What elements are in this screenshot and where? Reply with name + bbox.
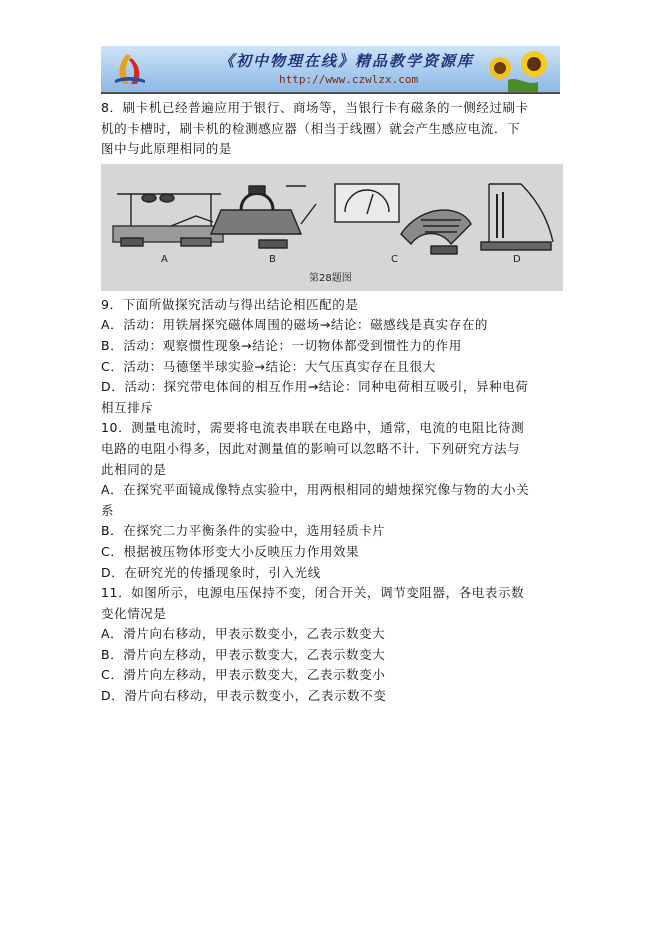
answer-option: A．在探究平面镜成像特点实验中，用两根相同的蜡烛探究像与物的大小关 (101, 482, 530, 498)
question-11 (101, 583, 563, 707)
question-text: 电路的电阻小得多，因此对测量值的影响可以忽略不计．下列研究方法与 (101, 440, 521, 456)
header-banner (101, 46, 560, 93)
figure-label-d: D (513, 253, 521, 265)
question-text: 9．下面所做探究活动与得出结论相匹配的是 (101, 296, 359, 312)
answer-option: B．活动：观察惯性现象→结论：一切物体都受到惯性力的作用 (101, 337, 462, 353)
figure-label-a: A (161, 253, 168, 265)
answer-option: A．滑片向右移动，甲表示数变小，乙表示数变大 (101, 626, 386, 642)
answer-option: D．活动：探究带电体间的相互作用→结论：同种电荷相互吸引，异种电荷 (101, 379, 529, 395)
answer-option: B．在探究二力平衡条件的实验中，选用轻质卡片 (101, 523, 386, 539)
answer-option: C．滑片向左移动，甲表示数变大，乙表示数变小 (101, 667, 386, 683)
sunflower-icon (478, 46, 558, 92)
question-text: 10．测量电流时，需要将电流表串联在电路中，通常，电流的电阻比待测 (101, 420, 525, 436)
figure-label-c: C (391, 253, 398, 265)
answer-option: 系 (101, 502, 115, 518)
figure-label-b: B (269, 253, 276, 265)
answer-option: D．滑片向右移动，甲表示数变小，乙表示数不变 (101, 688, 387, 704)
header-rule (101, 93, 560, 94)
answer-option: 相互排斥 (101, 399, 154, 415)
answer-option: C．活动：马德堡半球实验→结论：大气压真实存在且很大 (101, 358, 436, 374)
document-body (101, 98, 563, 707)
question-10 (101, 418, 563, 583)
experiment-figure (101, 164, 563, 291)
question-text: 图中与此原理相同的是 (101, 141, 233, 157)
experiment-illustration (101, 164, 563, 291)
question-text: 机的卡槽时，刷卡机的检测感应器（相当于线圈）就会产生感应电流．下 (101, 120, 521, 136)
answer-option: A．活动：用铁屑探究磁体周围的磁场→结论：磁感线是真实存在的 (101, 317, 489, 333)
question-text: 此相同的是 (101, 461, 167, 477)
question-8 (101, 98, 563, 291)
answer-option: B．滑片向左移动，甲表示数变大，乙表示数变大 (101, 646, 386, 662)
question-text: 11．如图所示，电源电压保持不变，闭合开关，调节变阻器，各电表示数 (101, 585, 525, 601)
site-url[interactable]: http://www.czwlzx.com (279, 73, 419, 86)
question-9 (101, 295, 563, 419)
site-title: 《初中物理在线》精品教学资源库 (219, 52, 475, 70)
answer-option: C．根据被压物体形变大小反映压力作用效果 (101, 543, 360, 559)
question-text: 8．刷卡机已经普遍应用于银行、商场等，当银行卡有磁条的一侧经过刷卡 (101, 100, 529, 115)
question-text: 变化情况是 (101, 605, 167, 621)
answer-option: D．在研究光的传播现象时，引入光线 (101, 564, 321, 580)
site-logo-icon (109, 50, 149, 88)
figure-caption: 第28题图 (309, 272, 352, 284)
